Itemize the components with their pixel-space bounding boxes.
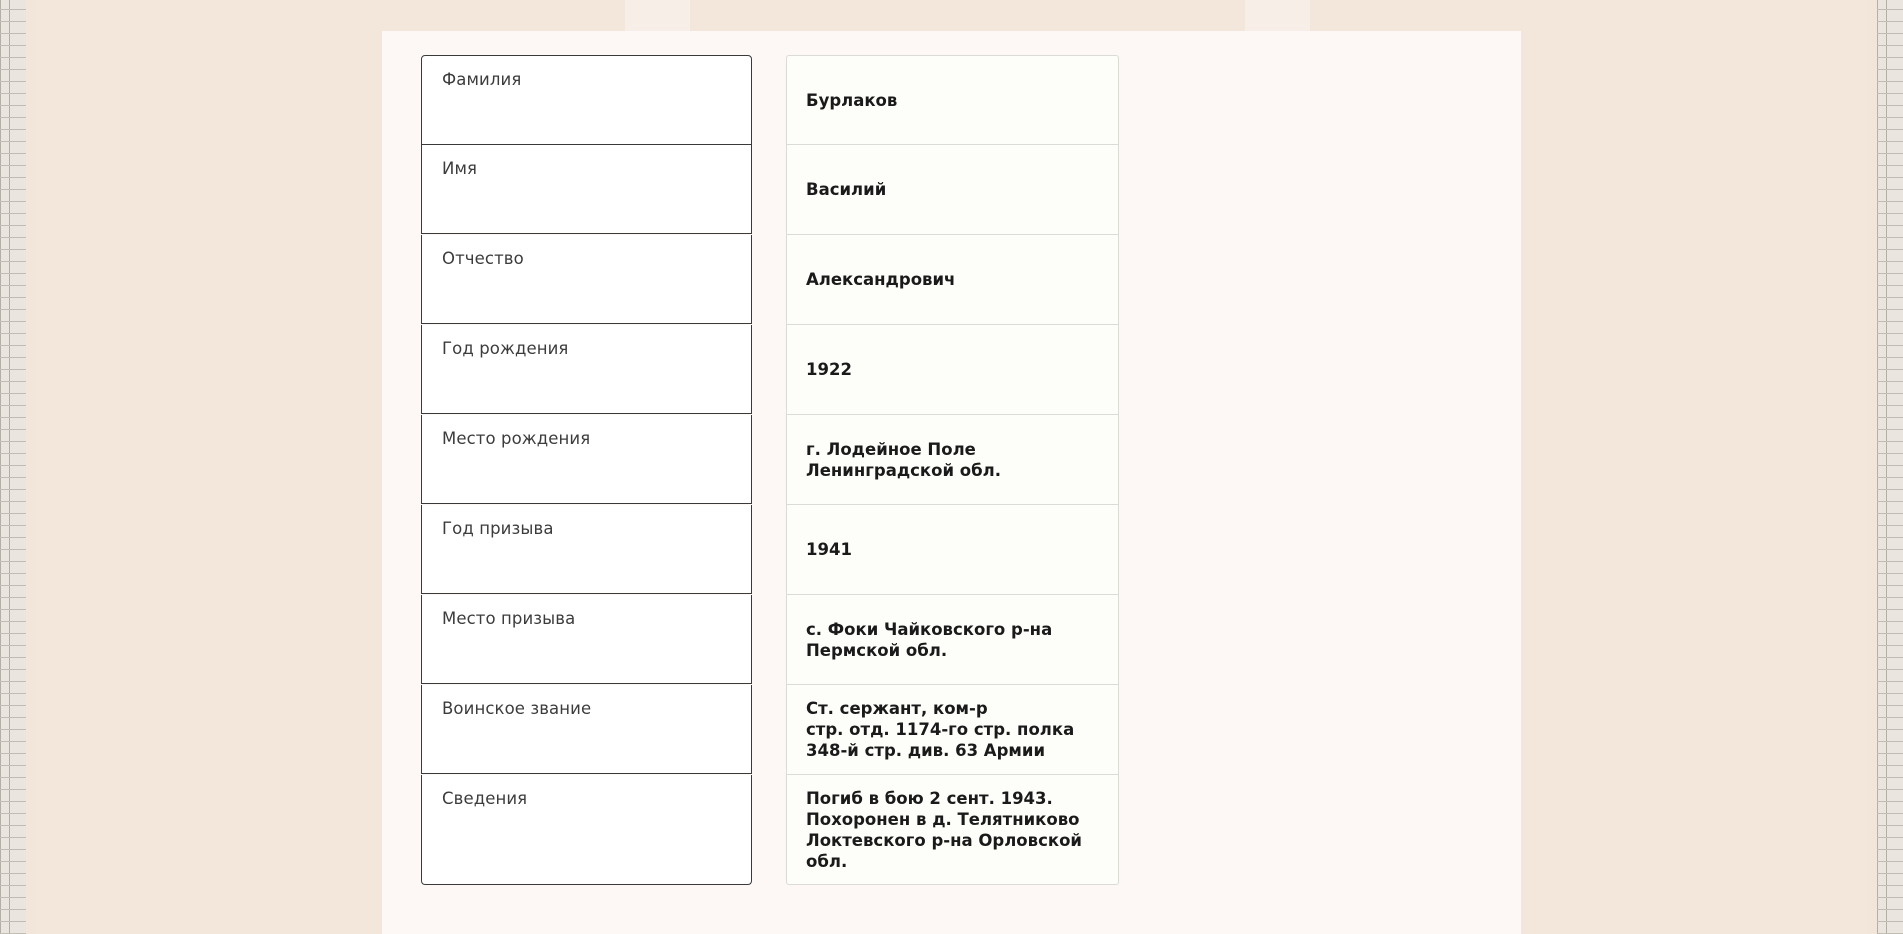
label-cell: [421, 235, 752, 324]
field-value: с. Фоки Чайковского р-на Пермской обл.: [806, 619, 1053, 660]
label-cell: [421, 145, 752, 234]
field-label: Год призыва: [442, 519, 554, 538]
record-row-name: [421, 145, 1118, 235]
field-value: Ст. сержант, ком-р стр. отд. 1174-го стр. полка 348-й стр. див. 63 Армии: [806, 699, 1075, 760]
field-label: Отчество: [442, 249, 524, 268]
record-row-rank: [421, 685, 1118, 775]
value-cell: [786, 775, 1119, 885]
field-label: Сведения: [442, 789, 528, 808]
record-row-patronymic: [421, 235, 1118, 325]
field-value: Александрович: [806, 270, 956, 289]
value-cell: [786, 685, 1119, 775]
record-panel: [382, 31, 1521, 934]
value-cell: [786, 55, 1119, 145]
value-cell: [786, 235, 1119, 325]
record-row-conscription-year: [421, 505, 1118, 595]
field-value: Бурлаков: [806, 90, 898, 110]
field-label: Место призыва: [442, 609, 576, 628]
left-decorative-border: [0, 0, 26, 934]
field-label: Место рождения: [442, 429, 591, 448]
record-row-surname: [421, 55, 1118, 145]
record-row-birth-place: [421, 415, 1118, 505]
field-label: Имя: [442, 159, 478, 178]
label-cell: [421, 415, 752, 504]
label-cell: [421, 685, 752, 774]
field-value: Погиб в бою 2 сент. 1943. Похоронен в д. Телятниково Локтевского р-на Орловской обл.: [806, 788, 1082, 871]
record-row-birth-year: [421, 325, 1118, 415]
field-value: 1941: [806, 540, 852, 559]
label-cell: [421, 325, 752, 414]
label-cell: [421, 595, 752, 684]
field-value: Василий: [806, 180, 887, 199]
field-label: Фамилия: [442, 70, 522, 89]
record-row-conscription-place: [421, 595, 1118, 685]
field-value: 1922: [806, 360, 852, 379]
field-label: Воинское звание: [442, 699, 592, 718]
value-cell: [786, 145, 1119, 235]
field-value: г. Лодейное Поле Ленинградской обл.: [806, 439, 1001, 480]
right-decorative-border: [1877, 0, 1903, 934]
label-cell: [421, 55, 752, 145]
label-cell: [421, 505, 752, 594]
field-label: Год рождения: [442, 339, 569, 358]
value-cell: [786, 325, 1119, 415]
value-cell: [786, 505, 1119, 595]
value-cell: [786, 595, 1119, 685]
label-cell: [421, 775, 752, 885]
record-row-details: [421, 775, 1118, 885]
value-cell: [786, 415, 1119, 505]
